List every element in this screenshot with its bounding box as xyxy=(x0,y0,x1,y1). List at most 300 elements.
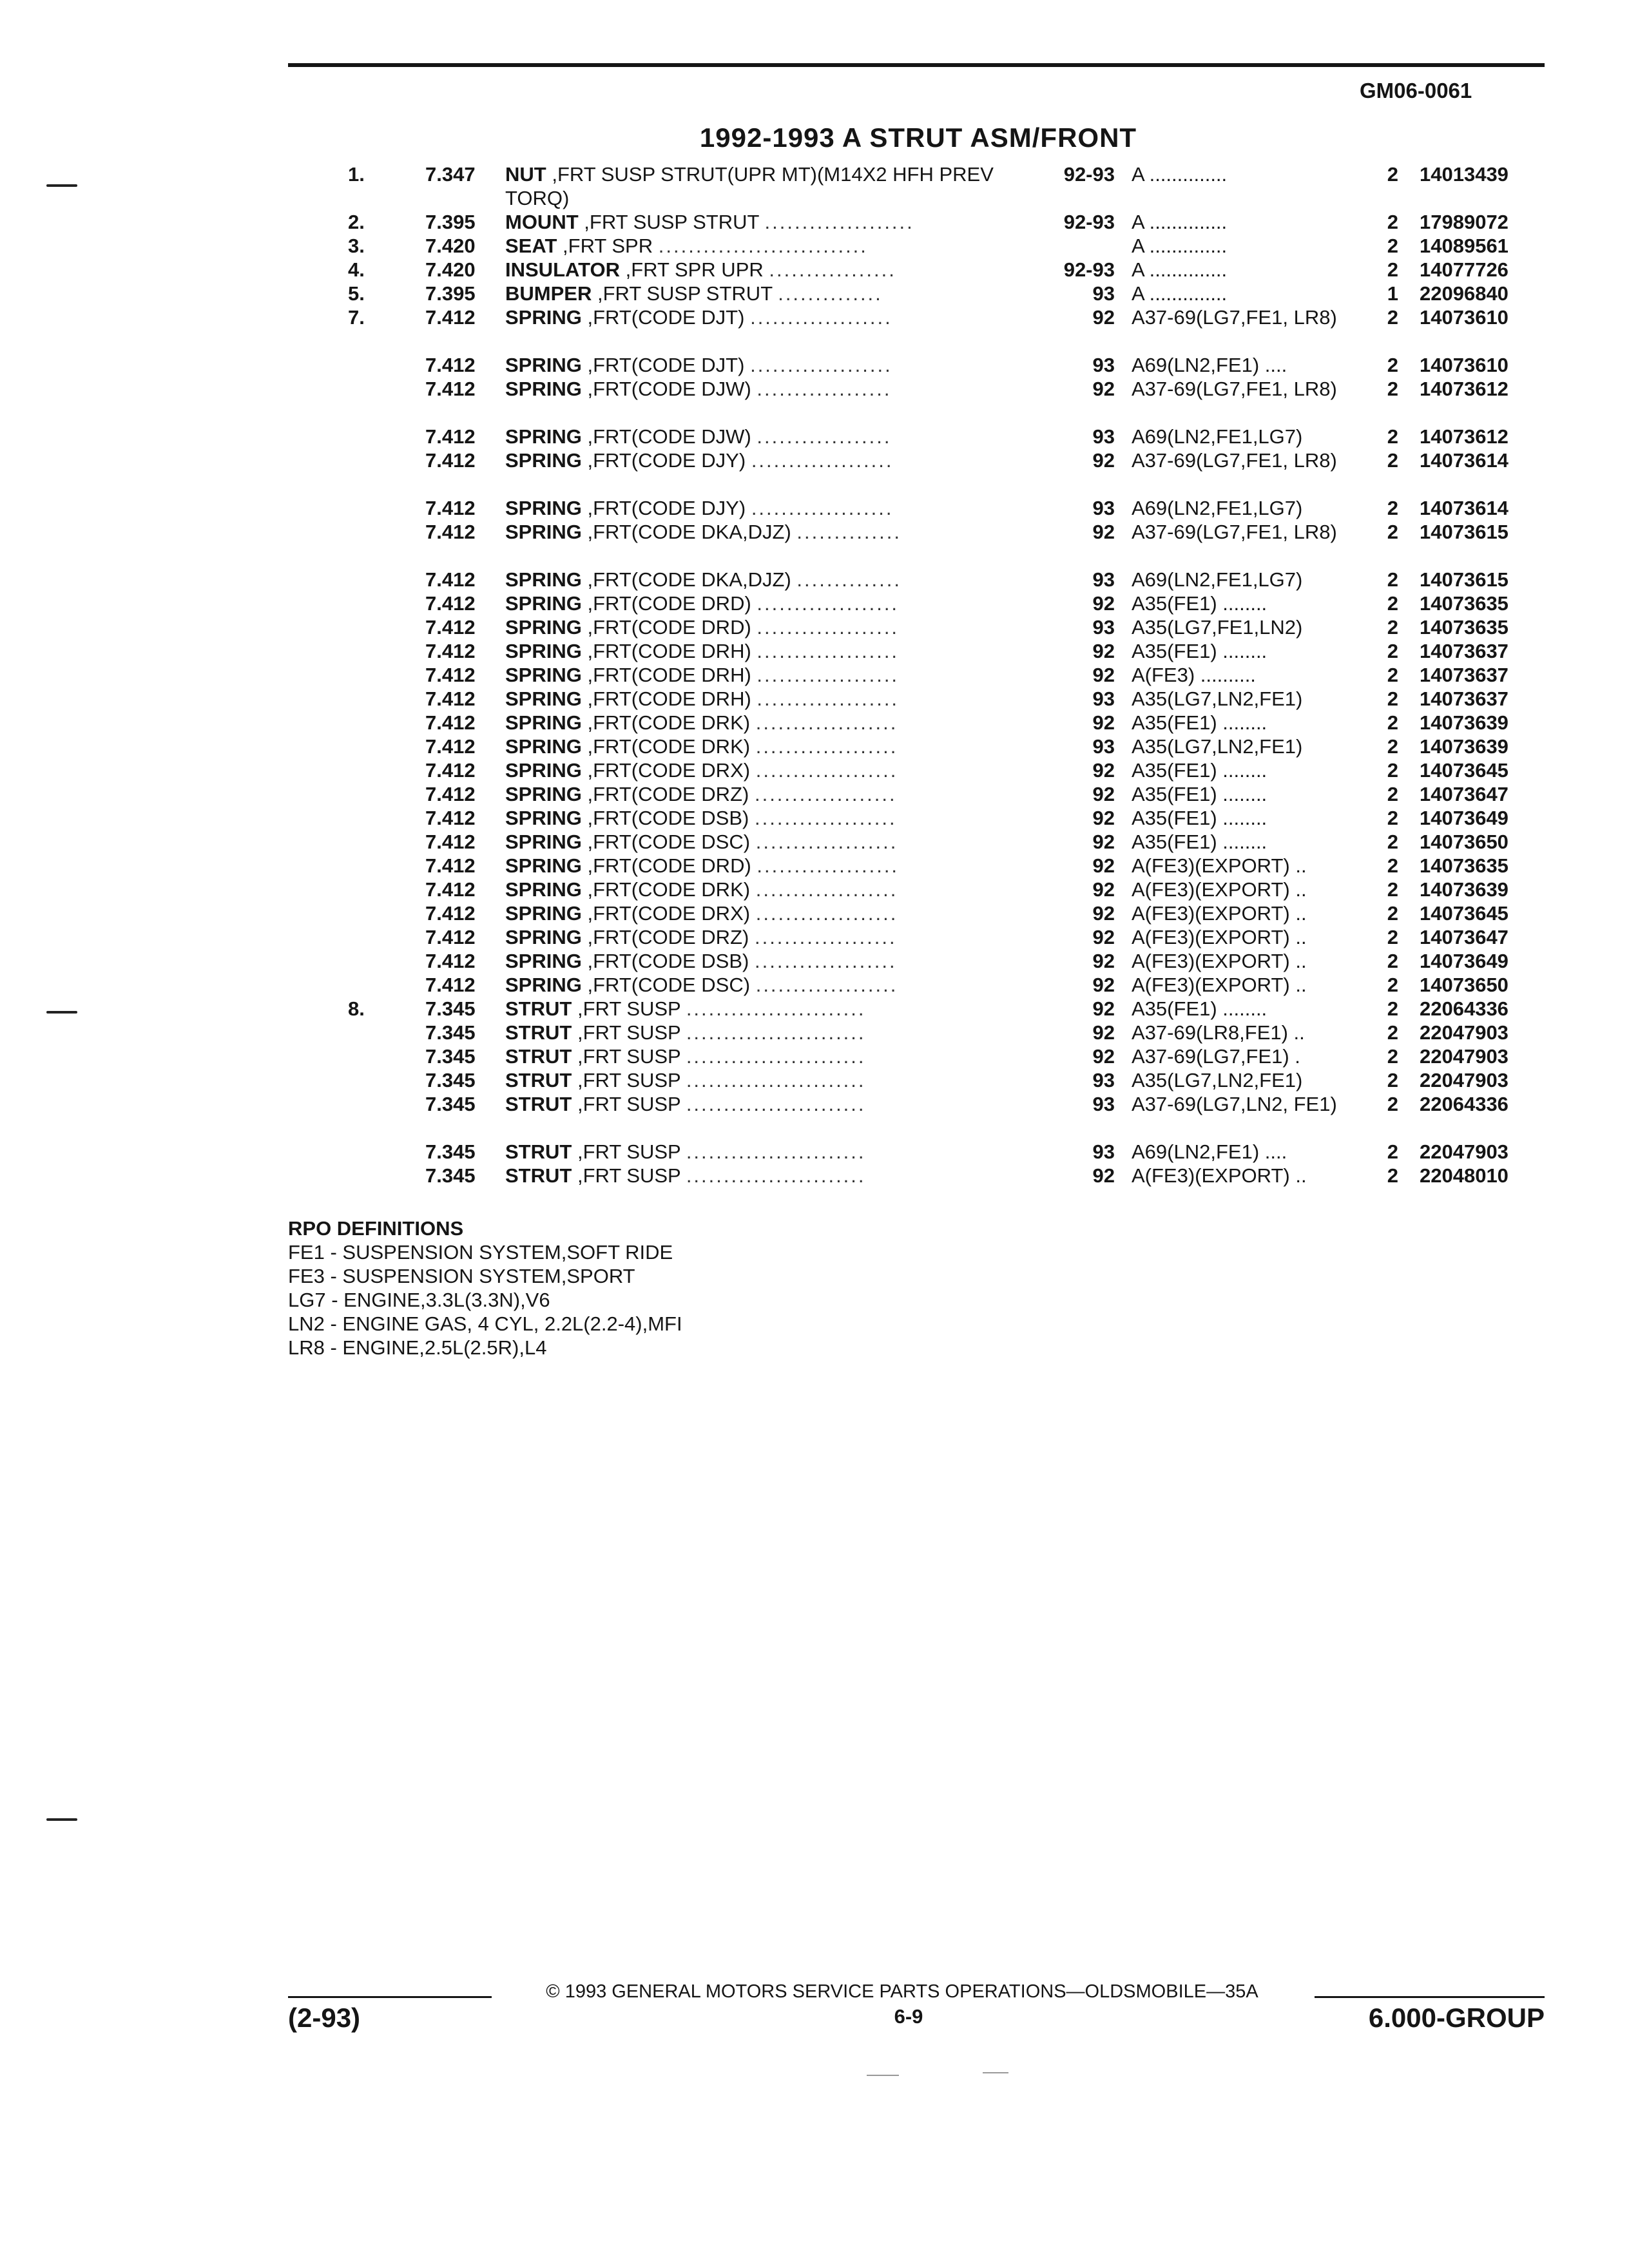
model-usage: A(FE3)(EXPORT) .. xyxy=(1132,854,1307,877)
part-name: SPRING xyxy=(505,378,582,400)
part-number: 14073635 xyxy=(1420,854,1509,877)
quantity: 2 xyxy=(1387,1069,1398,1091)
part-detail: ,FRT SUSP xyxy=(577,1140,681,1163)
group-number: 7.412 xyxy=(425,378,476,400)
model-year: 92 xyxy=(1092,854,1115,877)
part-detail: ,FRT(CODE DRZ) xyxy=(587,926,749,948)
model-year: 92-93 xyxy=(1063,211,1115,233)
table-row xyxy=(0,949,1629,973)
part-number: 22096840 xyxy=(1420,282,1509,305)
footer-rule-right xyxy=(1315,1996,1545,1998)
model-year: 92 xyxy=(1092,950,1115,972)
part-description xyxy=(505,425,1037,448)
leader-dots: ................... xyxy=(751,449,894,472)
leader-dots: ................... xyxy=(755,735,898,758)
part-number: 14073639 xyxy=(1420,878,1509,901)
part-description xyxy=(505,878,1037,901)
leader-dots: ........................ xyxy=(686,997,866,1020)
table-row xyxy=(0,901,1629,925)
part-name: STRUT xyxy=(505,1140,572,1163)
part-detail: ,FRT(CODE DJY) xyxy=(587,449,746,472)
table-row xyxy=(0,1092,1629,1140)
part-detail: ,FRT(CODE DRX) xyxy=(587,759,751,782)
part-name: SPRING xyxy=(505,640,582,662)
part-name: SPRING xyxy=(505,807,582,829)
group-number: 7.420 xyxy=(425,235,476,257)
group-number: 7.412 xyxy=(425,902,476,925)
footer-rule-left xyxy=(288,1996,492,1998)
leader-dots: ................. xyxy=(769,258,896,281)
table-row xyxy=(0,997,1629,1021)
part-name: SPRING xyxy=(505,974,582,996)
leader-dots: ............................ xyxy=(658,235,868,257)
part-description xyxy=(505,782,1037,806)
quantity: 2 xyxy=(1387,449,1398,472)
part-number: 14089561 xyxy=(1420,235,1509,257)
part-detail: ,FRT(CODE DRZ) xyxy=(587,783,749,805)
part-name: SPRING xyxy=(505,950,582,972)
part-description xyxy=(505,305,1037,329)
part-detail: ,FRT(CODE DJW) xyxy=(587,378,751,400)
part-detail: ,FRT(CODE DRX) xyxy=(587,902,751,925)
leader-dots: ........................ xyxy=(686,1093,866,1115)
part-detail: ,FRT SUSP STRUT xyxy=(597,282,773,305)
footer-page-number: 6-9 xyxy=(894,2005,923,2028)
part-number: 14073647 xyxy=(1420,783,1509,805)
quantity: 2 xyxy=(1387,306,1398,329)
quantity: 2 xyxy=(1387,997,1398,1020)
model-usage: A69(LN2,FE1,LG7) xyxy=(1132,497,1303,519)
table-row xyxy=(0,925,1629,949)
group-number: 7.345 xyxy=(425,1045,476,1068)
part-number: 22047903 xyxy=(1420,1140,1509,1163)
quantity: 2 xyxy=(1387,854,1398,877)
model-usage: A37-69(LR8,FE1) .. xyxy=(1132,1021,1305,1044)
part-detail: ,FRT SPR UPR xyxy=(625,258,764,281)
model-year: 92 xyxy=(1092,640,1115,662)
model-year: 92 xyxy=(1092,783,1115,805)
part-detail: ,FRT(CODE DRH) xyxy=(587,640,751,662)
table-row xyxy=(0,639,1629,663)
part-number: 14073650 xyxy=(1420,831,1509,853)
model-year: 93 xyxy=(1092,1069,1115,1091)
model-year: 93 xyxy=(1092,425,1115,448)
part-number: 14073637 xyxy=(1420,687,1509,710)
part-detail: ,FRT SUSP xyxy=(577,1069,681,1091)
model-usage: A69(LN2,FE1) .... xyxy=(1132,1140,1287,1163)
table-row xyxy=(0,1164,1629,1187)
rpo-definitions xyxy=(288,1216,868,1360)
part-detail: ,FRT SUSP xyxy=(577,1021,681,1044)
model-year: 92 xyxy=(1092,878,1115,901)
parts-list xyxy=(0,162,1629,1187)
leader-dots: ................... xyxy=(757,687,900,710)
part-name: NUT xyxy=(505,163,546,186)
table-row xyxy=(0,615,1629,639)
model-year: 92 xyxy=(1092,449,1115,472)
group-number: 7.345 xyxy=(425,1093,476,1115)
leader-dots: ................... xyxy=(755,902,898,925)
model-year: 93 xyxy=(1092,616,1115,639)
part-description xyxy=(505,973,1037,997)
quantity: 2 xyxy=(1387,521,1398,543)
model-usage: A .............. xyxy=(1132,282,1228,305)
group-number: 7.412 xyxy=(425,592,476,615)
part-detail: ,FRT SUSP STRUT(UPR MT)(M14X2 HFH PREV TORQ) xyxy=(505,163,994,209)
part-name: STRUT xyxy=(505,1021,572,1044)
part-detail: ,FRT(CODE DKA,DJZ) xyxy=(587,568,791,591)
quantity: 2 xyxy=(1387,1045,1398,1068)
group-number: 7.345 xyxy=(425,997,476,1020)
model-year: 92 xyxy=(1092,807,1115,829)
part-description xyxy=(505,854,1037,878)
model-year: 92 xyxy=(1092,997,1115,1020)
footer-date-code: (2-93) xyxy=(288,2003,361,2033)
table-row xyxy=(0,591,1629,615)
model-year: 92 xyxy=(1092,1021,1115,1044)
table-row xyxy=(0,353,1629,377)
part-number: 14073612 xyxy=(1420,378,1509,400)
table-row xyxy=(0,258,1629,282)
model-usage: A37-69(LG7,FE1, LR8) xyxy=(1132,449,1337,472)
quantity: 2 xyxy=(1387,616,1398,639)
part-description xyxy=(505,448,1037,472)
model-year: 92 xyxy=(1092,592,1115,615)
leader-dots: ................... xyxy=(757,616,900,639)
part-number: 14077726 xyxy=(1420,258,1509,281)
part-description xyxy=(505,663,1037,687)
part-number: 14073614 xyxy=(1420,497,1509,519)
quantity: 2 xyxy=(1387,497,1398,519)
part-detail: ,FRT SUSP xyxy=(577,1093,681,1115)
part-description xyxy=(505,615,1037,639)
group-number: 7.412 xyxy=(425,854,476,877)
model-usage: A35(LG7,LN2,FE1) xyxy=(1132,1069,1303,1091)
table-row xyxy=(0,1021,1629,1044)
leader-dots: .............. xyxy=(796,521,902,543)
ref-number: 3. xyxy=(348,235,365,257)
quantity: 2 xyxy=(1387,878,1398,901)
leader-dots: ................... xyxy=(750,306,892,329)
part-description xyxy=(505,639,1037,663)
part-description xyxy=(505,210,1037,234)
quantity: 2 xyxy=(1387,640,1398,662)
leader-dots: ................... xyxy=(754,783,897,805)
model-usage: A37-69(LG7,LN2, FE1) xyxy=(1132,1093,1337,1115)
part-description xyxy=(505,901,1037,925)
table-row xyxy=(0,735,1629,758)
part-detail: ,FRT(CODE DSC) xyxy=(587,831,751,853)
table-row xyxy=(0,1044,1629,1068)
model-year: 93 xyxy=(1092,354,1115,376)
leader-dots: ........................ xyxy=(686,1021,866,1044)
group-number: 7.412 xyxy=(425,711,476,734)
quantity: 2 xyxy=(1387,1164,1398,1187)
part-number: 14073649 xyxy=(1420,807,1509,829)
model-year: 93 xyxy=(1092,497,1115,519)
table-row xyxy=(0,782,1629,806)
group-number: 7.347 xyxy=(425,163,476,186)
model-year: 92 xyxy=(1092,926,1115,948)
quantity: 2 xyxy=(1387,1093,1398,1115)
part-name: SPRING xyxy=(505,354,582,376)
table-row xyxy=(0,1068,1629,1092)
group-number: 7.412 xyxy=(425,687,476,710)
part-detail: ,FRT(CODE DRK) xyxy=(587,878,751,901)
part-name: SPRING xyxy=(505,926,582,948)
model-usage: A(FE3) .......... xyxy=(1132,664,1256,686)
model-year: 93 xyxy=(1092,687,1115,710)
rpo-title: RPO DEFINITIONS xyxy=(288,1217,464,1240)
table-row xyxy=(0,711,1629,735)
part-number: 22064336 xyxy=(1420,1093,1509,1115)
leader-dots: ................... xyxy=(755,878,898,901)
part-name: STRUT xyxy=(505,1045,572,1068)
part-name: STRUT xyxy=(505,1069,572,1091)
ref-number: 1. xyxy=(348,163,365,186)
leader-dots: ................... xyxy=(755,711,898,734)
part-description xyxy=(505,353,1037,377)
part-name: SPRING xyxy=(505,735,582,758)
model-year: 93 xyxy=(1092,1140,1115,1163)
quantity: 2 xyxy=(1387,425,1398,448)
model-usage: A69(LN2,FE1,LG7) xyxy=(1132,425,1303,448)
part-detail: ,FRT SUSP xyxy=(577,1164,681,1187)
model-usage: A35(FE1) ........ xyxy=(1132,592,1268,615)
table-row xyxy=(0,806,1629,830)
part-detail: ,FRT SUSP STRUT xyxy=(584,211,759,233)
leader-dots: .................... xyxy=(764,211,914,233)
group-number: 7.412 xyxy=(425,521,476,543)
part-number: 14073612 xyxy=(1420,425,1509,448)
part-name: STRUT xyxy=(505,997,572,1020)
model-year: 92 xyxy=(1092,711,1115,734)
group-number: 7.345 xyxy=(425,1021,476,1044)
table-row xyxy=(0,282,1629,305)
part-name: STRUT xyxy=(505,1164,572,1187)
group-number: 7.412 xyxy=(425,640,476,662)
part-name: SPRING xyxy=(505,592,582,615)
leader-dots: ................... xyxy=(750,354,892,376)
quantity: 2 xyxy=(1387,735,1398,758)
part-number: 22048010 xyxy=(1420,1164,1509,1187)
model-year: 93 xyxy=(1092,282,1115,305)
group-number: 7.412 xyxy=(425,735,476,758)
table-row xyxy=(0,878,1629,901)
model-usage: A37-69(LG7,FE1) . xyxy=(1132,1045,1300,1068)
group-number: 7.412 xyxy=(425,783,476,805)
part-name: SPRING xyxy=(505,425,582,448)
part-number: 14073639 xyxy=(1420,711,1509,734)
part-detail: ,FRT(CODE DJW) xyxy=(587,425,751,448)
model-year: 93 xyxy=(1092,568,1115,591)
model-usage: A(FE3)(EXPORT) .. xyxy=(1132,974,1307,996)
table-row xyxy=(0,758,1629,782)
part-detail: ,FRT(CODE DSB) xyxy=(587,950,749,972)
model-usage: A .............. xyxy=(1132,235,1228,257)
leader-dots: ................... xyxy=(754,926,897,948)
model-usage: A(FE3)(EXPORT) .. xyxy=(1132,902,1307,925)
part-description xyxy=(505,591,1037,615)
model-year: 92 xyxy=(1092,521,1115,543)
part-number: 14073637 xyxy=(1420,640,1509,662)
quantity: 2 xyxy=(1387,950,1398,972)
part-number: 14073639 xyxy=(1420,735,1509,758)
rpo-item: LN2 - ENGINE GAS, 4 CYL, 2.2L(2.2-4),MFI xyxy=(288,1312,682,1335)
leader-dots: ................... xyxy=(757,640,900,662)
group-number: 7.395 xyxy=(425,282,476,305)
group-number: 7.412 xyxy=(425,425,476,448)
part-number: 14073615 xyxy=(1420,521,1509,543)
model-year: 93 xyxy=(1092,735,1115,758)
model-year: 92 xyxy=(1092,1045,1115,1068)
part-name: SPRING xyxy=(505,783,582,805)
part-detail: ,FRT(CODE DRD) xyxy=(587,854,751,877)
part-name: BUMPER xyxy=(505,282,592,305)
table-row xyxy=(0,830,1629,854)
part-number: 22047903 xyxy=(1420,1021,1509,1044)
group-number: 7.395 xyxy=(425,211,476,233)
model-usage: A(FE3)(EXPORT) .. xyxy=(1132,878,1307,901)
model-usage: A69(LN2,FE1) .... xyxy=(1132,354,1287,376)
quantity: 2 xyxy=(1387,807,1398,829)
rpo-item: FE1 - SUSPENSION SYSTEM,SOFT RIDE xyxy=(288,1241,673,1264)
rpo-item: FE3 - SUSPENSION SYSTEM,SPORT xyxy=(288,1265,635,1287)
quantity: 2 xyxy=(1387,568,1398,591)
group-number: 7.412 xyxy=(425,974,476,996)
ref-number: 5. xyxy=(348,282,365,305)
model-usage: A69(LN2,FE1,LG7) xyxy=(1132,568,1303,591)
part-description xyxy=(505,162,1037,210)
top-rule xyxy=(288,63,1545,67)
model-year: 92 xyxy=(1092,902,1115,925)
leader-dots: .................. xyxy=(757,378,892,400)
leader-dots: ................... xyxy=(757,592,900,615)
part-detail: ,FRT(CODE DJT) xyxy=(587,354,745,376)
group-number: 7.420 xyxy=(425,258,476,281)
part-name: STRUT xyxy=(505,1093,572,1115)
footer-group: 6.000-GROUP xyxy=(1368,2003,1545,2033)
group-number: 7.412 xyxy=(425,354,476,376)
group-number: 7.412 xyxy=(425,306,476,329)
part-number: 17989072 xyxy=(1420,211,1509,233)
model-year: 92 xyxy=(1092,974,1115,996)
part-description xyxy=(505,1140,1037,1164)
ref-number: 4. xyxy=(348,258,365,281)
part-detail: ,FRT(CODE DKA,DJZ) xyxy=(587,521,791,543)
model-usage: A37-69(LG7,FE1, LR8) xyxy=(1132,378,1337,400)
part-number: 14073615 xyxy=(1420,568,1509,591)
quantity: 2 xyxy=(1387,258,1398,281)
rpo-item: LR8 - ENGINE,2.5L(2.5R),L4 xyxy=(288,1336,547,1359)
part-number: 14073610 xyxy=(1420,354,1509,376)
part-detail: ,FRT(CODE DSC) xyxy=(587,974,751,996)
model-year: 92 xyxy=(1092,1164,1115,1187)
quantity: 2 xyxy=(1387,759,1398,782)
part-number: 14013439 xyxy=(1420,163,1509,186)
model-usage: A .............. xyxy=(1132,258,1228,281)
part-number: 14073637 xyxy=(1420,664,1509,686)
part-detail: ,FRT(CODE DRH) xyxy=(587,664,751,686)
part-detail: ,FRT(CODE DRK) xyxy=(587,711,751,734)
model-usage: A35(LG7,LN2,FE1) xyxy=(1132,687,1303,710)
table-row xyxy=(0,687,1629,711)
ref-number: 7. xyxy=(348,306,365,329)
leader-dots: .................. xyxy=(757,425,892,448)
rpo-item: LG7 - ENGINE,3.3L(3.3N),V6 xyxy=(288,1289,550,1311)
group-number: 7.412 xyxy=(425,950,476,972)
model-usage: A .............. xyxy=(1132,163,1228,186)
part-detail: ,FRT(CODE DJT) xyxy=(587,306,745,329)
binder-mark xyxy=(46,184,77,187)
part-detail: ,FRT(CODE DSB) xyxy=(587,807,749,829)
leader-dots: ........................ xyxy=(686,1045,866,1068)
group-number: 7.412 xyxy=(425,568,476,591)
part-number: 14073650 xyxy=(1420,974,1509,996)
part-description xyxy=(505,258,1037,282)
group-number: 7.412 xyxy=(425,878,476,901)
table-row xyxy=(0,520,1629,568)
table-row xyxy=(0,377,1629,425)
model-usage: A(FE3)(EXPORT) .. xyxy=(1132,926,1307,948)
part-name: SPRING xyxy=(505,759,582,782)
part-description xyxy=(505,1164,1037,1187)
binder-mark xyxy=(46,1818,77,1821)
model-year: 92-93 xyxy=(1063,258,1115,281)
part-name: SPRING xyxy=(505,902,582,925)
quantity: 2 xyxy=(1387,974,1398,996)
leader-dots: ................... xyxy=(755,759,898,782)
part-name: SPRING xyxy=(505,854,582,877)
leader-dots: ................... xyxy=(755,807,897,829)
part-description xyxy=(505,568,1037,591)
leader-dots: ................... xyxy=(757,854,900,877)
model-usage: A35(FE1) ........ xyxy=(1132,711,1268,734)
model-usage: A35(FE1) ........ xyxy=(1132,759,1268,782)
part-name: SPRING xyxy=(505,616,582,639)
scan-speck xyxy=(867,2075,899,2076)
part-description xyxy=(505,711,1037,735)
part-name: SPRING xyxy=(505,831,582,853)
leader-dots: ................... xyxy=(751,497,894,519)
quantity: 2 xyxy=(1387,1021,1398,1044)
table-row xyxy=(0,305,1629,353)
table-row xyxy=(0,663,1629,687)
part-detail: ,FRT(CODE DRD) xyxy=(587,616,751,639)
quantity: 2 xyxy=(1387,831,1398,853)
part-description xyxy=(505,687,1037,711)
leader-dots: .............. xyxy=(778,282,883,305)
part-name: SPRING xyxy=(505,521,582,543)
part-description xyxy=(505,830,1037,854)
part-number: 22047903 xyxy=(1420,1069,1509,1091)
leader-dots: ................... xyxy=(757,664,900,686)
leader-dots: ........................ xyxy=(686,1164,866,1187)
part-description xyxy=(505,1021,1037,1044)
table-row xyxy=(0,448,1629,496)
part-description xyxy=(505,234,1037,258)
part-detail: ,FRT SUSP xyxy=(577,1045,681,1068)
table-row xyxy=(0,162,1629,210)
group-number: 7.412 xyxy=(425,497,476,519)
model-usage: A37-69(LG7,FE1, LR8) xyxy=(1132,306,1337,329)
part-detail: ,FRT(CODE DRD) xyxy=(587,592,751,615)
model-year: 92 xyxy=(1092,759,1115,782)
table-row xyxy=(0,210,1629,234)
quantity: 2 xyxy=(1387,687,1398,710)
part-description xyxy=(505,806,1037,830)
table-row xyxy=(0,568,1629,591)
